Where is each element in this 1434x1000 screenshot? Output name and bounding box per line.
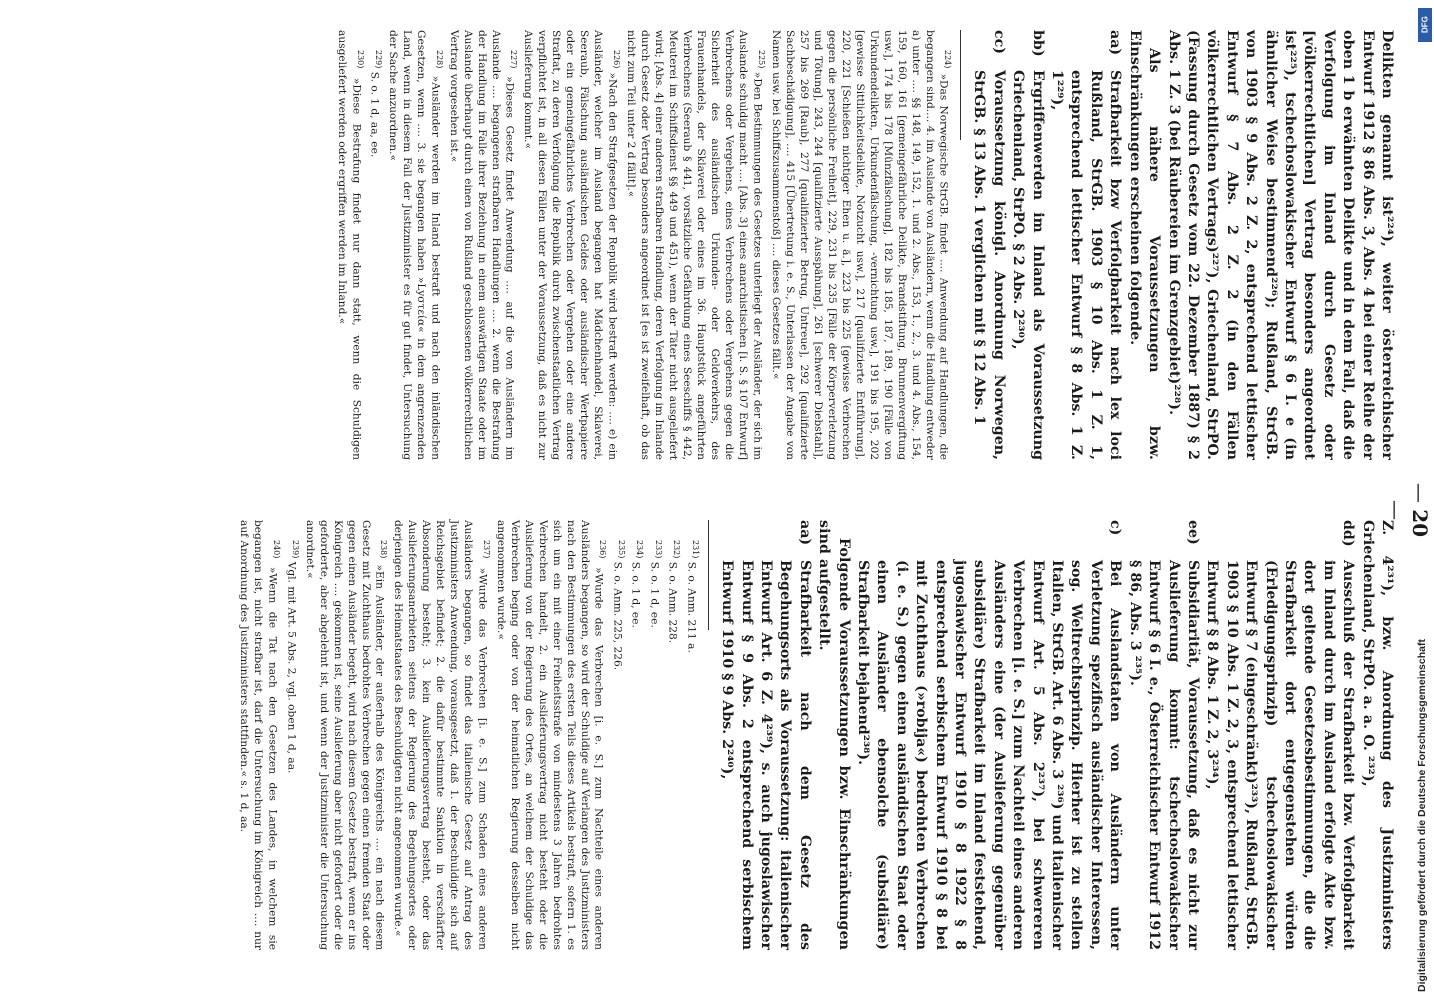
item-text: Subsidiarität, Voraussetzung, daß es nicht zur Auslieferung kommt: tschechoslowakischer Entwurf § 6 I. e., Österreichischer Entwurf 1912 § 86, Abs. 3 ²³⁵). (1126, 560, 1201, 950)
item-text: Voraussetzung königl. Anordnung Norwegen, StrGB. § 13 Abs. 1 verglichen mit § 12 Abs. 1 (971, 70, 1007, 460)
footnote: $^{232)}$ S. o. Anm. 228. (666, 540, 682, 644)
item-label: bb) (1029, 30, 1046, 57)
footnote: $^{237)}$ »Wurde das Verbrechen [i. e. S.] zum Schaden eines anderen Ausländers begangen, so findet das italienische Gesetz auf Antrag des Justizministers Anwendung, vorausgesetzt, daß 1. der Beschuldigte sich auf Reichsgebiet befindet; 2. die dafür bestimmte Sanktion in verschärfter Absonderung besteht; 3. kein Auslieferungsvertrag besteht, oder das Auslieferungsanerbieten seitens der Regierung des Begehungsortes oder derjenigen des Heimatstaates des Beschuldigten nicht angenommen wurde.« (392, 520, 491, 950)
paragraph: Delikten genannt ist²²⁴), weiter österreichischer Entwurf 1912 § 86 Abs. 3, Abs. 4 bei einer Reihe der oben 1 b erwähnten Delikte und in dem Fall, daß die Verfolgung im Inland durch Gesetz oder [völkerrechtlichen] Vertrag besonders angeordnet ist²²⁵), tschechoslowakischer Entwurf § 6 I. e (in ähnlicher Weise bestimmend²²⁶); Rußland, StrGB. von 1903 § 9 Abs. 2 Z. 2, entsprechend lettischer Entwurf § 7 Abs. 2 Z. 2 (in den Fällen völkerrechtlichen Vertrags)²²⁷), Griechenland, StrPO. (Fassung durch Gesetz vom 22. Dezember 1887) § 2 Abs. 1 Z. 3 (bei Räubereien im Grenzgebiet)²²⁸). (1165, 30, 1395, 460)
footnote: $^{239)}$ Vgl. mit Art. 5 Abs. 2, vgl. oben 1 d, aa. (285, 540, 300, 774)
item-text: Strafbarkeit nach dem Gesetz des Begehungsorts als Voraussetzung: italienischer Entwurf Art. 6 Z. 4²³⁹), s. auch jugoslawischer Entwurf § 9 Abs. 2 entsprechend serbischem Entwurf 1910 § 9 Abs. 2²⁴⁰), (719, 560, 813, 950)
item-label: aa) (796, 520, 813, 546)
footnote: $^{229)}$ S. o. 1 d, aa, ee. (368, 50, 384, 158)
footnote: $^{234)}$ S. o. 1 d, ee. (629, 540, 645, 628)
list-item (853, 520, 1125, 950)
list-item (1008, 30, 1047, 460)
footnote: $^{227)}$ »Dieses Gesetz findet Anwendung .... auf die von Ausländern im Auslande .... begangenen strafbaren Handlungen .... 2. wenn die Bestrafung der Handlung im Falle ihrer Beziehung in einem auswärtigen Staate oder im Auslande überhaupt durch einen von Rußland geschlossenen völkerrechtlichen Vertrag vorgesehen ist.« (447, 30, 519, 461)
item-text: Ergriffenwerden im Inland als Voraussetzung Griechenland, StrPO. § 2 Abs. 2²³⁰), (1010, 70, 1046, 460)
item-text: Bei Auslandstaten von Ausländern unter Verletzung spezifisch ausländischer Interessen, sog. Weltrechtsprinzip. Hierher ist zu stellen Italien, StrGB. Art. 6 Abs. 3 ²³⁶) und italienischer Entwurf Art. 5 Abs. 2²³⁷), bei schwereren Verbrechen [i. e. S.] zum Nachteil eines anderen Ausländers eine (der Auslieferung gegenüber subsidiäre) Strafbarkeit im Inland feststehend, jugoslawischer Entwurf 1910 § 8 1922 § 8 entsprechend serbischem Entwurf 1910 § 8 bei mit Zuchthaus (»robija«) bedrohten Verbrechen (i. e. S.) gegen einen ausländischen Staat oder einen Ausländer ebensolche (subsidiäre) Strafbarkeit bejahend²³⁸). (855, 560, 1124, 950)
footnote-divider (960, 30, 961, 140)
item-label: c) (1107, 520, 1124, 536)
digitization-credit (1416, 8, 1432, 992)
footnote: $^{235)}$ S. o. Anm. 225, 226. (611, 540, 626, 671)
item-text: Ausschluß der Strafbarkeit bzw. Verfolgbarkeit im Inland durch im Ausland erfolgte Akte bzw. dort geltende Gesetzesbestimmungen, die die Strafbarkeit dort entgegenstehen würden (Erledigungsprinzip) tschechoslowakischer Entwurf § 7 (eingeschränkt)²³³), Rußland, StrGB. 1903 § 10 Abs. 1 Z. 2, 3, entsprechend lettischer Entwurf § 8 Abs. 1 Z. 2, 3²³⁴), (1204, 560, 1357, 950)
footnote: $^{225)}$ »Den Bestimmungen des Gesetzes unterliegt der Ausländer, der sich im Auslande schuldig macht .... [Abs. 3] eines anarchistischen [i. S. § 107 Entwurf] Verbrechens oder Vergehens, eines Verbrechens oder Vergehens gegen die Sicherheit des ausländischen Urkunden- oder Geldverkehrs, des Frauenhandels, der Sklaverei oder eines im 36. Hauptstück angeführten Verbrechens (Seeraub § 441, vorsätzliche Gefährdung eines Seeschiffs § 442, Meuterei im Schiffsdienst §§ 449 und 451), wenn der Täter nicht ausgeliefert wird; [Abs. 4] einer anderen strafbaren Handlung, deren Verfolgung im Inlande durch Gesetz oder Vertrag besonders angeordnet ist [es ist zweifelhaft, ob das nicht zum Teil unter 2 d fällt].« (625, 30, 766, 460)
right-column (236, 520, 1396, 950)
credit-text: Digitalisierung gefördert durch die Deutsche Forschungsgemeinschaft (1416, 639, 1428, 992)
item-label: ee) (1184, 520, 1201, 545)
left-column (334, 30, 1396, 460)
footnote: $^{228)}$ »Ausländer werden im Inland bestraft und nach den inländischen Gesetzen, wenn .... 3. sie begangen haben »Lyστεία« in dem angrenzenden Land, wenn in diesem Fall der Justizminister es für gut findet, Untersuchung der Sache anzuordnen.« (387, 30, 444, 461)
dfg-logo: DFG (1418, 8, 1432, 42)
item-label: aa) (1107, 30, 1124, 56)
footnote: $^{231)}$ S. o. Anm. 211 a. (685, 540, 700, 653)
footnote: $^{238)}$ »Ein Ausländer, der außerhalb des Königreichs .... ein nach diesem Gesetz mit Zuchthaus bedrohtes Verbrechen gegen einen fremden Staat oder gegen einen Ausländer begeht, wird nach diesem Gesetze bestraft, wenn er ins Königreich .... gekommen ist, seine Auslieferung aber nicht gefordert oder die geforderte, aber abgelehnt ist, und wenn der Justizminister die Untersuchung anordnet.« (303, 520, 389, 950)
list-item (717, 520, 814, 950)
footnote-divider (708, 520, 709, 630)
list-item (1124, 520, 1202, 950)
footnote: $^{240)}$ »Wenn die Tat nach den Gesetzen des Landes, in welchem sie begangen ist, nicht strafbar ist, darf die Untersuchung im Königreich .... nur auf Anordnung des Justizministers stattfinden.« s. 1 d, aa. (238, 520, 281, 951)
list-item (1047, 30, 1125, 460)
item-label: dd) (1340, 520, 1357, 547)
paragraph: Z. 4²³¹), bzw. Anordnung des Justizministers Griechenland, StrPO. a. a. O. ²³²), (1359, 520, 1395, 950)
footnote: $^{236)}$ »Wurde das Verbrechen [i. e. S.] zum Nachteile eines anderen Ausländers begangen, so wird der Schuldige auf Verlangen des Justizministers nach den Bestimmungen des ersten Teils dieses Artikels bestraft, sofern 1. es sich um ein mit einer Freiheitsstrafe von mindestens 3 Jahren bedrohtes Verbrechen handelt, 2. ein Auslieferungsvertrag nicht besteht oder die Auslieferung von der Regierung des Ortes, an welchem der Schuldige das Verbrechen beging oder von der heimatlichen Regierung desselben nicht angenommen wurde.« (494, 520, 608, 950)
item-text: Strafbarkeit bzw Verfolgbarkeit nach lex loci Rußland, StrGB. 1903 § 10 Abs. 1 Z. 1, entsprechend lettischer Entwurf § 8 Abs. 1 Z. 1²²⁹), (1049, 70, 1124, 460)
paragraph: Als nähere Voraussetzungen bzw. Einschränkungen erscheinen folgende. (1126, 30, 1163, 460)
item-label: cc) (990, 30, 1007, 54)
footnote: $^{224)}$ »Das Norwegische StrGB. findet .... Anwendung auf Handlungen, die begangen sind.... 4. im Auslande von Ausländern, wenn die Handlung entweder a) unter .... §§ 148, 149, 152, 1. und 2. Abs., 153, 1., 2., 3. und 4. Abs., 154, 159, 160, 161 [gemeingefährliche Delikte, Brandstiftung, Brunnenvergiftung usw.], 174 bis 178 [Münzfälschung], 182 bis 185, 187, 189, 190 [Fälle von Urkundendelikten, Urkundenfälschung, -vernichtung usw.], 191 bis 195, 202 [gewisse Sittlichkeitsdelikte, Notzucht usw.], 217 [qualifizierte Entführung], 220, 221 [Schießen nichtiger Ehen u. ä.], 223 bis 225 [gewisse Verbrechen gegen die persönliche Freiheit], 229, 231 bis 235 [Fälle der Körperverletzung und Tötung], 243, 244 [qualifizierte Ausspähung], 261 [schwerer Diebstahl], 257 bis 269 [Raub], 277 [qualifizierter Betrug, Untreue], 292 [qualifizierte Sachbeschädigung], .... 415 [Übertretung i. e. S., Unterlassen der Angabe von Namen usw. bei Schiffszusammenstoß] .... dieses Gesetzes fällt.« (769, 30, 953, 461)
list-item (1202, 520, 1357, 950)
footnote: $^{226)}$ »Nach den Strafgesetzen der Republik wird bestraft werden: .... e) ein Ausländer, welcher im Ausland begangen hat Mädchenhandel, Sklaverei, Seeraub, Fälschung ausländischen Geldes oder ausländischer Wertpapiere oder ein gemeingefährliches Verbrechen oder Vergehen oder eine andere Straftat, zu deren Verfolgung die Republik durch zwischenstaatlichen Vertrag verpflichtet ist, in all diesen Fällen unter der Voraussetzung, daß es nicht zur Auslieferung kommt.« (522, 30, 621, 460)
list-item (969, 30, 1008, 460)
paragraph: Folgende Voraussetzungen bzw. Einschränkungen sind aufgestellt. (816, 520, 852, 950)
page-number: — 20 — (1384, 470, 1432, 550)
footnotes (237, 520, 708, 950)
footnote: $^{230)}$ »Diese Bestrafung findet nur dann statt, wenn die Schuldigen ausgeliefert werden oder ergriffen werden im Inland.« (336, 30, 365, 461)
footnote: $^{233)}$ S. o. 1 d, ee. (648, 540, 663, 628)
footnotes (335, 30, 961, 460)
